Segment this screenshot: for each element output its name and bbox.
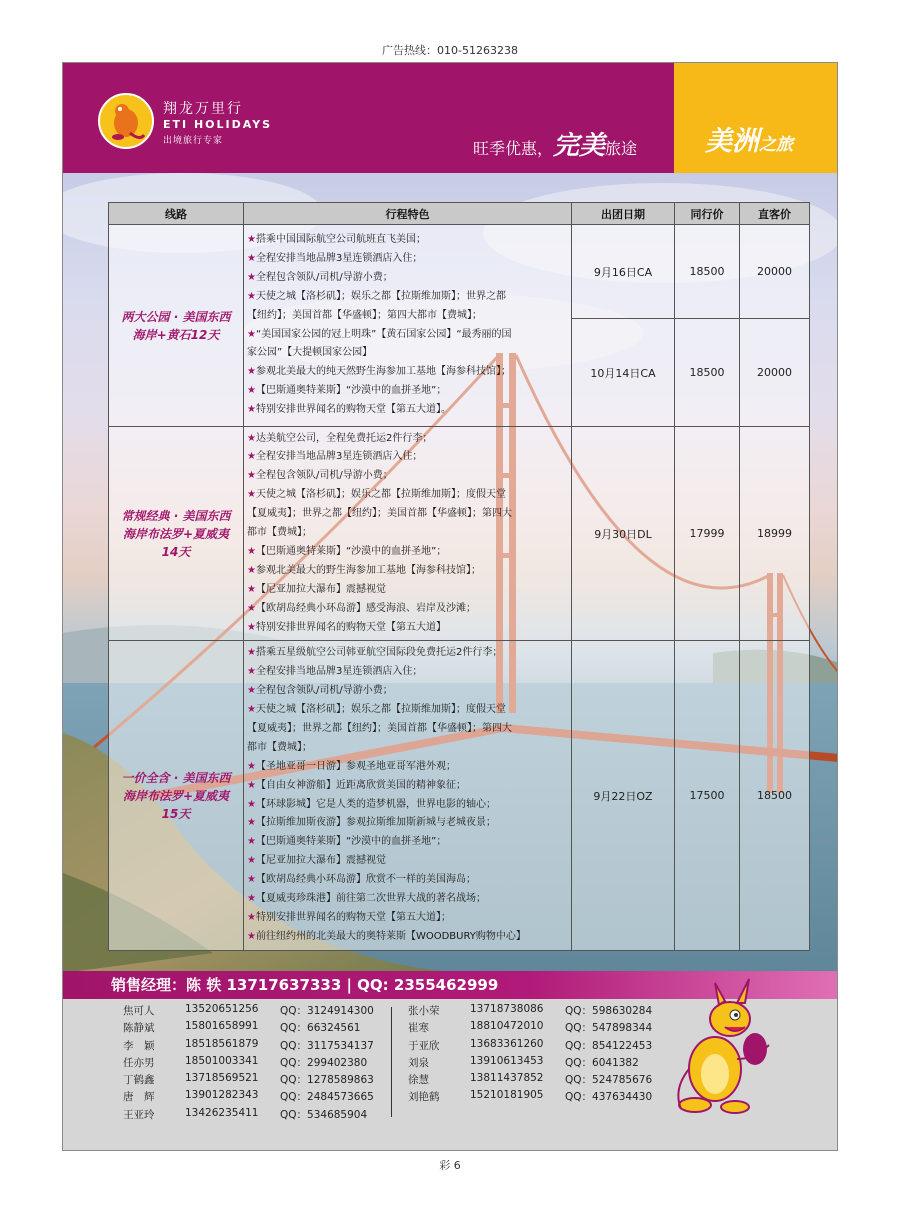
brand-tagline: 出境旅行专家	[163, 136, 224, 146]
feature-line: ★全程包含领队/司机/导游小费；	[247, 470, 393, 482]
feature-line: 【夏威夷】；世界之都【纽约】；美国首都【华盛顿】；第四大	[247, 508, 512, 520]
feature-line: ★全程安排当地品牌3星连锁酒店入住；	[247, 252, 423, 264]
feature-line: ★全程安排当地品牌3星连锁酒店入住；	[247, 451, 423, 463]
col-header-direct-price: 直客价	[740, 203, 810, 225]
table-row	[109, 427, 810, 641]
departure-date: 10月14日CA	[572, 319, 675, 427]
feature-line: ★【环球影城】它是人类的造梦机器，世界电影的轴心；	[247, 798, 496, 810]
feature-line: ★【拉斯维加斯夜游】参观拉斯维加斯新城与老城夜景；	[247, 817, 496, 829]
star-bullet-icon: ★	[247, 703, 256, 715]
star-bullet-icon: ★	[247, 930, 256, 942]
departure-date: 9月30日DL	[572, 427, 675, 641]
star-bullet-icon: ★	[247, 470, 256, 482]
feature-line: ★全程安排当地品牌3星连锁酒店入住；	[247, 666, 423, 678]
table-header-row	[109, 203, 810, 225]
feature-line: ★特别安排世界闻名的购物天堂【第五大道】。	[247, 404, 451, 416]
star-bullet-icon: ★	[247, 271, 256, 283]
star-bullet-icon: ★	[247, 233, 256, 245]
route-features	[244, 427, 572, 641]
star-bullet-icon: ★	[247, 779, 256, 791]
star-bullet-icon: ★	[247, 366, 256, 378]
feature-line: ★天使之城【洛杉矶】；娱乐之都【拉斯维加斯】；度假天堂	[247, 703, 506, 715]
brand-name-cn: 翔龙万里行	[163, 101, 243, 117]
departure-date: 9月16日CA	[572, 225, 675, 319]
star-bullet-icon: ★	[247, 290, 256, 302]
feature-line: ★前往纽约州的北美最大的奥特莱斯【WOODBURY购物中心】	[247, 930, 526, 942]
feature-line: ★特别安排世界闻名的购物天堂【第五大道】	[247, 621, 446, 633]
col-header-peer-price: 同行价	[675, 203, 740, 225]
route-name: 一价全含 · 美国东西 海岸布法罗+夏威夷 15天	[109, 641, 244, 951]
star-bullet-icon: ★	[247, 489, 256, 501]
peer-price: 18500	[675, 319, 740, 427]
feature-line: 都市【费城】；	[247, 741, 312, 753]
peer-price: 18500	[675, 225, 740, 319]
slogan: 旺季优惠，完美旅途	[473, 131, 638, 161]
star-bullet-icon: ★	[247, 432, 256, 444]
page-number: 彩 6	[439, 1159, 461, 1172]
feature-line: 【夏威夷】；世界之都【纽约】；美国首都【华盛顿】；第四大	[247, 722, 512, 734]
star-bullet-icon: ★	[247, 666, 256, 678]
star-bullet-icon: ★	[247, 647, 256, 659]
star-bullet-icon: ★	[247, 685, 256, 697]
feature-line: ★【巴斯通奥特莱斯】“沙漠中的血拼圣地”；	[247, 836, 447, 848]
star-bullet-icon: ★	[247, 760, 256, 772]
region-title: 美洲之旅	[705, 126, 793, 157]
table-row	[109, 225, 810, 319]
star-bullet-icon: ★	[247, 893, 256, 905]
page-frame	[62, 62, 838, 1151]
header-banner	[63, 63, 838, 173]
feature-line: ★【尼亚加拉大瀑布】震撼视觉	[247, 855, 386, 867]
feature-line: ★【巴斯通奥特莱斯】“沙漠中的血拼圣地”；	[247, 545, 447, 557]
direct-price: 20000	[740, 319, 810, 427]
feature-line: 都市【费城】；	[247, 527, 312, 539]
feature-line: ★【欧胡岛经典小环岛游】感受海浪、岩岸及沙滩；	[247, 602, 476, 614]
star-bullet-icon: ★	[247, 911, 256, 923]
star-bullet-icon: ★	[247, 621, 256, 633]
feature-line: ★达美航空公司，全程免费托运2件行李；	[247, 432, 433, 444]
route-features	[244, 225, 572, 427]
feature-line: ★参观北美最大的野生海参加工基地【海参科技馆】；	[247, 564, 481, 576]
star-bullet-icon: ★	[247, 385, 256, 397]
star-bullet-icon: ★	[247, 583, 256, 595]
eti-logo	[98, 93, 154, 149]
feature-line: ★天使之城【洛杉矶】；娱乐之都【拉斯维加斯】；世界之都	[247, 290, 506, 302]
feature-line: ★【圣地亚哥一日游】参观圣地亚哥军港外观；	[247, 760, 456, 772]
feature-line: ★参观北美最大的纯天然野生海参加工基地【海参科技馆】；	[247, 366, 511, 378]
feature-line: ★“美国国家公园的冠上明珠”【黄石国家公园】“最秀丽的国	[247, 328, 512, 340]
feature-line: ★【巴斯通奥特莱斯】“沙漠中的血拼圣地”；	[247, 385, 447, 397]
star-bullet-icon: ★	[247, 602, 256, 614]
star-bullet-icon: ★	[247, 545, 256, 557]
route-features	[244, 641, 572, 951]
departure-date: 9月22日OZ	[572, 641, 675, 951]
contacts-divider	[391, 1007, 392, 1117]
region-label-panel	[674, 63, 838, 173]
feature-line: 家公园”【大提顿国家公园】	[247, 347, 373, 359]
feature-line: ★【自由女神游船】近距离欣赏美国的精神象征；	[247, 779, 466, 791]
itinerary-table	[108, 202, 810, 951]
feature-line: ★【夏威夷珍珠港】前往第二次世界大战的著名战场；	[247, 893, 486, 905]
feature-line: 【纽约】；美国首都【华盛顿】；第四大都市【费城】；	[247, 309, 482, 321]
star-bullet-icon: ★	[247, 836, 256, 848]
col-header-date: 出团日期	[572, 203, 675, 225]
star-bullet-icon: ★	[247, 874, 256, 886]
kangaroo-logo-icon	[100, 95, 152, 147]
col-header-route: 线路	[109, 203, 244, 225]
direct-price: 18500	[740, 641, 810, 951]
direct-price: 20000	[740, 225, 810, 319]
star-bullet-icon: ★	[247, 328, 256, 340]
sales-manager-text: 销售经理：陈 轶 13717637333 | QQ: 2355462999	[111, 976, 499, 994]
feature-line: ★特别安排世界闻名的购物天堂【第五大道】；	[247, 911, 451, 923]
peer-price: 17500	[675, 641, 740, 951]
feature-line: ★天使之城【洛杉矶】；娱乐之都【拉斯维加斯】；度假天堂	[247, 489, 506, 501]
table-row	[109, 641, 810, 951]
col-header-features: 行程特色	[244, 203, 572, 225]
star-bullet-icon: ★	[247, 252, 256, 264]
star-bullet-icon: ★	[247, 451, 256, 463]
direct-price: 18999	[740, 427, 810, 641]
star-bullet-icon: ★	[247, 404, 256, 416]
star-bullet-icon: ★	[247, 817, 256, 829]
feature-line: ★搭乘五星级航空公司韩亚航空国际段免费托运2件行李；	[247, 647, 503, 659]
star-bullet-icon: ★	[247, 855, 256, 867]
route-name: 两大公园 · 美国东西 海岸+黄石12天	[109, 225, 244, 427]
ad-hotline: 广告热线：010-51263238	[382, 44, 518, 57]
peer-price: 17999	[675, 427, 740, 641]
sales-contacts: 焦可人 13520651256 QQ：3124914300 陈静斌 15801658991 QQ：66324561 李 颖 18518561879 QQ：3117534137 任亦男 18501003341 QQ：299402380 丁鹤鑫 13718569521 QQ：1278589863 唐 辉 13901282343 QQ：2484573665 王亚玲 13426235411 QQ：534685904 张小荣 13718738086 QQ：598630284 崔寒 18810472010 QQ：547898344 于亚欣 13683361260 QQ：854122453 刘泉 13910613453 QQ：6041382 徐慧 13811437852 QQ：524785676 刘艳鹤 15210181905 QQ：437634430	[63, 999, 838, 1151]
feature-line: ★【尼亚加拉大瀑布】震撼视觉	[247, 583, 386, 595]
feature-line: ★全程包含领队/司机/导游小费；	[247, 685, 393, 697]
star-bullet-icon: ★	[247, 564, 256, 576]
star-bullet-icon: ★	[247, 798, 256, 810]
feature-line: ★搭乘中国国际航空公司航班直飞美国；	[247, 233, 426, 245]
route-name: 常规经典 · 美国东西 海岸布法罗+夏威夷 14天	[109, 427, 244, 641]
brand-name-en: ETI HOLIDAYS	[163, 118, 273, 131]
feature-line: ★【欧胡岛经典小环岛游】欣赏不一样的美国海岛；	[247, 874, 476, 886]
kangaroo-mascot-icon	[675, 969, 785, 1119]
feature-line: ★全程包含领队/司机/导游小费；	[247, 271, 393, 283]
